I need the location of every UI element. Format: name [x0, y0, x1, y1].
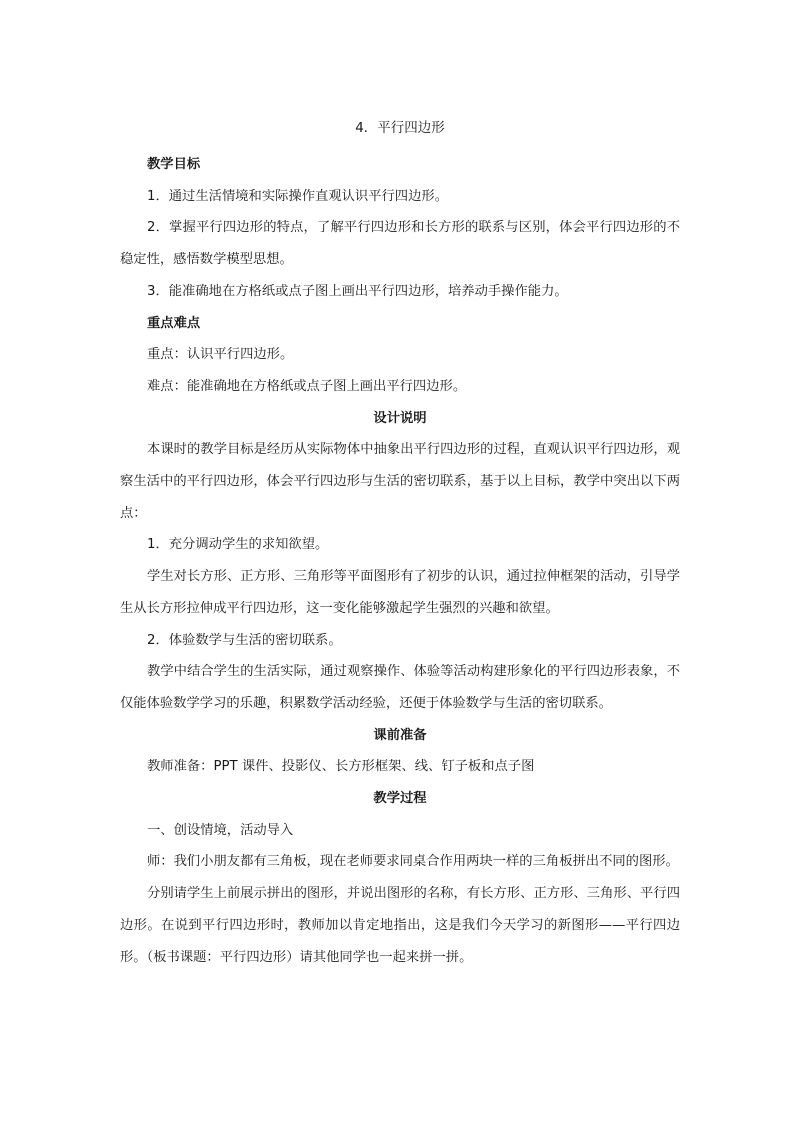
process-student-show: 分别请学生上前展示拼出的图形，并说出图形的名称，有长方形、正方形、三角形、平行四边形。在说到平行四边形时，教师加以肯定地指出，这是我们今天学习的新图形——平行四边形。（板书课题：平行四边形）请其他同学也一起来拼一拼。	[120, 886, 680, 965]
heading-teaching-goals: 教学目标	[147, 157, 201, 172]
goal-3: 3．能准确地在方格纸或点子图上画出平行四边形，培养动手操作能力。	[147, 283, 568, 299]
goal-2: 2．掌握平行四边形的特点，了解平行四边形和长方形的联系与区别，体会平行四边形的不稳定性，感悟数学模型思想。	[120, 220, 680, 268]
design-intro: 本课时的教学目标是经历从实际物体中抽象出平行四边形的过程，直观认识平行四边形，观察生活中的平行四边形，体会平行四边形与生活的密切联系，基于以上目标，教学中突出以下两点：	[120, 442, 680, 521]
design-point-2-text: 教学中结合学生的生活实际，通过观察操作、体验等活动构建形象化的平行四边形表象，不仅能体验数学学习的乐趣，积累数学活动经验，还便于体验数学与生活的密切联系。	[120, 664, 680, 711]
document-title: 4．平行四边形	[355, 120, 445, 136]
process-step-1: 一、创设情境，活动导入	[147, 822, 294, 838]
design-point-2: 2．体验数学与生活的密切联系。	[147, 632, 342, 648]
document-page	[120, 118, 680, 973]
goal-1: 1．通过生活情境和实际操作直观认识平行四边形。	[147, 188, 448, 204]
heading-key-difficulties: 重点难点	[147, 315, 201, 331]
design-point-1-text: 学生对长方形、正方形、三角形等平面图形有了初步的认识，通过拉伸框架的活动，引导学生从长方形拉伸成平行四边形，这一变化能够激起学生强烈的兴趣和欲望。	[120, 569, 680, 616]
preparation-text: 教师准备：PPT 课件、投影仪、长方形框架、线、钉子板和点子图	[147, 759, 535, 775]
process-teacher-speech: 师：我们小朋友都有三角板，现在老师要求同桌合作用两块一样的三角板拼出不同的图形。	[147, 854, 679, 870]
difficulty-point: 难点：能准确地在方格纸或点子图上画出平行四边形。	[147, 378, 467, 394]
heading-design-notes: 设计说明	[373, 410, 427, 426]
heading-teaching-process: 教学过程	[373, 791, 427, 807]
design-point-1: 1．充分调动学生的求知欲望。	[147, 537, 329, 553]
key-point: 重点：认识平行四边形。	[147, 347, 294, 363]
heading-preparation: 课前准备	[373, 727, 427, 743]
